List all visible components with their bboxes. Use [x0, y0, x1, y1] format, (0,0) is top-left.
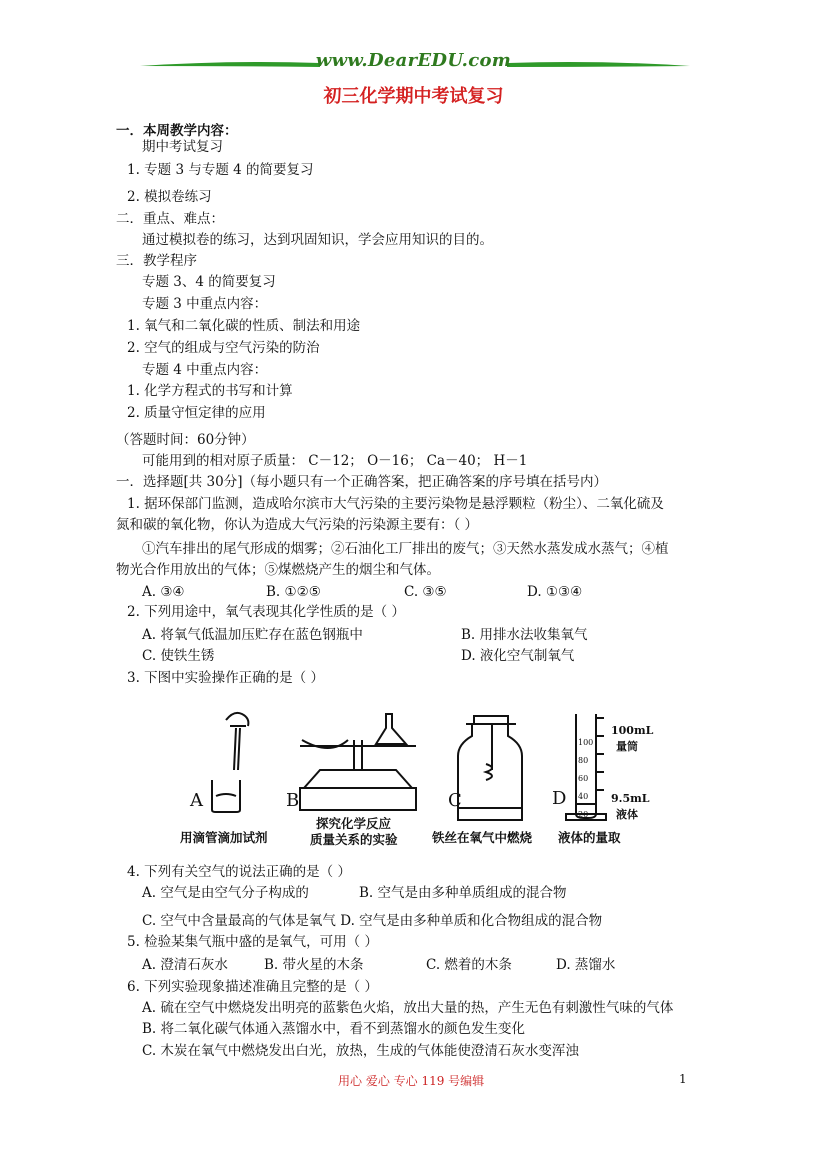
option-b: B. 将二氧化碳气体通入蒸馏水中，看不到蒸馏水的颜色发生变化 [142, 1021, 526, 1037]
list-item: 1. 氧气和二氧化碳的性质、制法和用途 [127, 318, 361, 334]
list-item: 1. 专题 3 与专题 4 的简要复习 [127, 162, 314, 178]
section-1-sub: 期中考试复习 [142, 139, 223, 155]
question-1: 1. 据环保部门监测，造成哈尔滨市大气污染的主要污染物是悬浮颗粒（粉尘）、二氧化硫及 [127, 496, 664, 512]
option-c: C. 使铁生锈 [142, 648, 215, 664]
option-b: B. ①②⑤ [266, 584, 321, 600]
liquid-volume: 9.5mL [611, 792, 650, 805]
option-b: B. 空气是由多种单质组成的混合物 [359, 885, 567, 901]
caption-d: 液体的量取 [558, 830, 621, 845]
option-d: D. 蒸馏水 [556, 957, 616, 973]
question-6: 6. 下列实验现象描述准确且完整的是（ ） [127, 979, 378, 995]
list-item: 2. 空气的组成与空气污染的防治 [127, 340, 320, 356]
option-a: A. 将氧气低温加压贮存在蓝色钢瓶中 [142, 627, 363, 643]
experiment-figure [180, 700, 680, 850]
option-d: D. 液化空气制氧气 [461, 648, 575, 664]
option-c: C. ③⑤ [404, 584, 447, 600]
caption-b-1: 探究化学反应 [316, 816, 392, 831]
tick-label: 20 [578, 810, 589, 819]
tick-label: 40 [578, 792, 589, 801]
option-c-d: C. 空气中含量最高的气体是氧气 D. 空气是由多种单质和化合物组成的混合物 [142, 913, 603, 929]
question-3: 3. 下图中实验操作正确的是（ ） [127, 670, 324, 686]
section-heading-1: 一．本周教学内容： [116, 123, 238, 139]
topic-3-heading: 专题 3 中重点内容： [142, 296, 268, 312]
list-item: 2. 模拟卷练习 [127, 189, 212, 205]
section-3-sub: 专题 3、4 的简要复习 [142, 274, 276, 290]
list-item: 1. 化学方程式的书写和计算 [127, 383, 293, 399]
figure-label-b: B [286, 790, 300, 811]
cylinder-name: 量筒 [616, 740, 638, 753]
list-item: 2. 质量守恒定律的应用 [127, 405, 266, 421]
footer-text: 用心 爱心 专心 119 号编辑 [338, 1074, 485, 1088]
caption-c: 铁丝在氧气中燃烧 [432, 830, 533, 845]
liquid-label: 液体 [616, 808, 638, 821]
option-c: C. 燃着的木条 [426, 957, 512, 973]
caption-a: 用滴管滴加试剂 [180, 830, 268, 845]
option-b: B. 用排水法收集氧气 [461, 627, 588, 643]
section-heading-3: 三．教学程序 [116, 253, 197, 269]
figure-label-d: D [552, 788, 567, 809]
page-title: 初三化学期中考试复习 [323, 86, 504, 107]
option-d: D. ①③④ [527, 584, 583, 600]
topic-4-heading: 专题 4 中重点内容： [142, 362, 268, 378]
question-2: 2. 下列用途中，氧气表现其化学性质的是（ ） [127, 604, 405, 620]
question-1-items-cont: 物光合作用放出的气体；⑤煤燃烧产生的烟尘和气体。 [116, 562, 440, 578]
cylinder-volume: 100mL [611, 724, 654, 737]
cylinder-ticks [578, 734, 593, 824]
section-2-text: 通过模拟卷的练习，达到巩固知识，学会应用知识的目的。 [142, 232, 493, 248]
exam-time: （答题时间：60分钟） [116, 432, 255, 448]
figure-label-a: A [190, 790, 203, 811]
question-1-items: ①汽车排出的尾气形成的烟雾；②石油化工厂排出的废气；③天然水蒸发成水蒸气；④植 [142, 541, 669, 557]
option-a: A. ③④ [142, 584, 185, 600]
option-a: A. 硫在空气中燃烧发出明亮的蓝紫色火焰，放出大量的热，产生无色有刺激性气味的气体 [142, 1000, 674, 1016]
question-5: 5. 检验某集气瓶中盛的是氧气，可用（ ） [127, 934, 378, 950]
site-logo[interactable]: www.DearEDU.com [315, 50, 512, 71]
section-heading-2: 二．重点、难点： [116, 211, 224, 227]
page-number: 1 [679, 1072, 687, 1086]
atomic-masses: 可能用到的相对原子质量： C－12； O－16； Ca－40； H－1 [142, 453, 528, 469]
tick-label: 60 [578, 774, 589, 783]
caption-b-2: 质量关系的实验 [310, 832, 398, 847]
tick-label: 100 [578, 738, 594, 747]
option-c: C. 木炭在氧气中燃烧发出白光，放热，生成的气体能使澄清石灰水变浑浊 [142, 1043, 579, 1059]
question-4: 4. 下列有关空气的说法正确的是（ ） [127, 864, 351, 880]
option-a: A. 澄清石灰水 [142, 957, 228, 973]
figure-label-c: C [448, 790, 462, 811]
option-a: A. 空气是由空气分子构成的 [142, 885, 309, 901]
tick-label: 80 [578, 756, 589, 765]
option-b: B. 带火星的木条 [264, 957, 364, 973]
section-instructions: 一．选择题[共 30分]（每小题只有一个正确答案，把正确答案的序号填在括号内） [116, 474, 608, 490]
question-1-cont: 氮和碳的氧化物，你认为造成大气污染的污染源主要有：（ ） [116, 517, 479, 533]
